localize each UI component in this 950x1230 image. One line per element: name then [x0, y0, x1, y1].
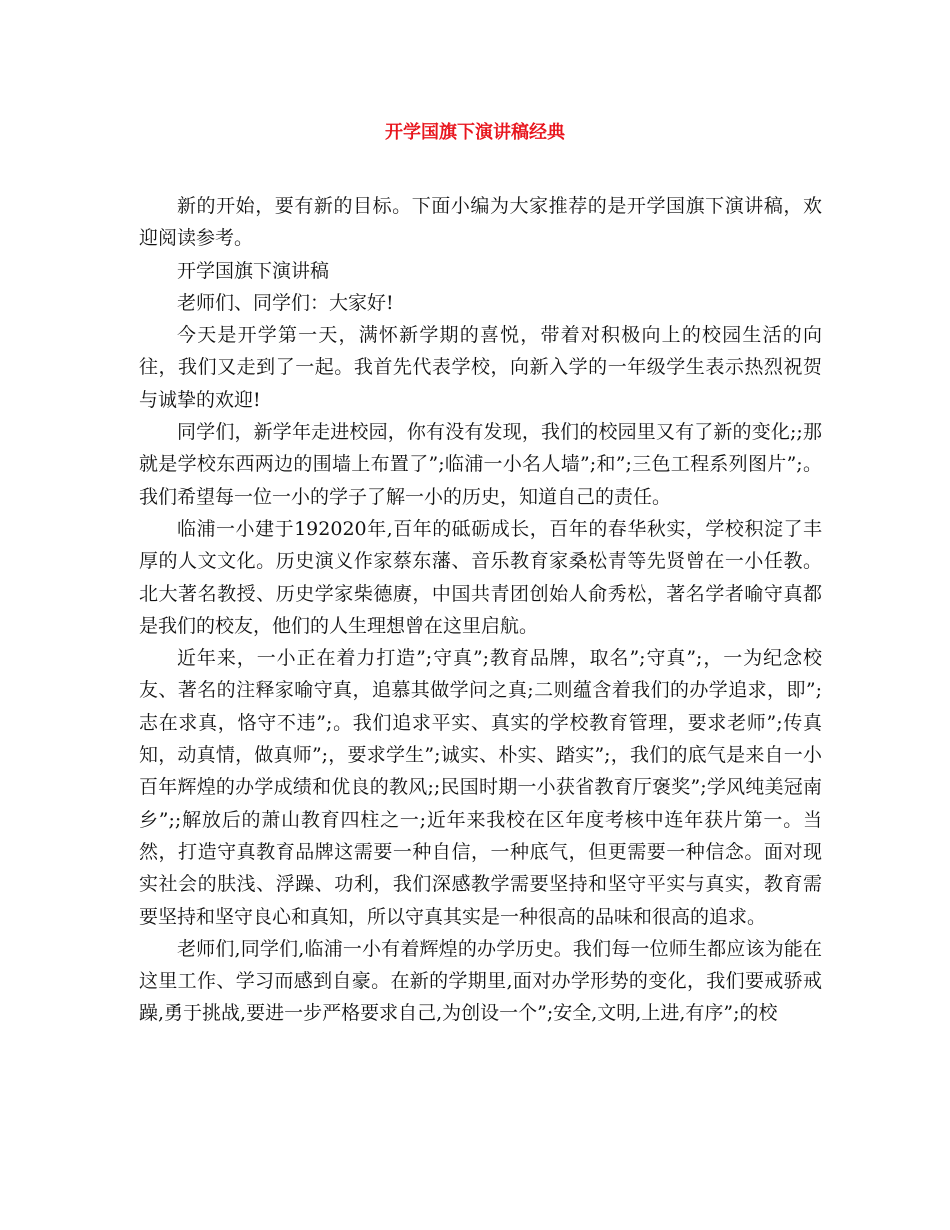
body-paragraph: 同学们，新学年走进校园，你有没有发现，我们的校园里又有了新的变化;;那就是学校东西两边的围墙上布置了”;临浦一小名人墙”;和”;三色工程系列图片”;。我们希望每一位一小的学子了解一小的历史，知道自己的责任。 [139, 421, 822, 508]
body-paragraph: 老师们,同学们,临浦一小有着辉煌的办学历史。我们每一位师生都应该为能在这里工作、学习而感到自豪。在新的学期里,面对办学形势的变化，我们要戒骄戒躁,勇于挑战,要进一步严格要求自己,为创设一个”;安全,文明,上进,有序”;的校 [139, 937, 822, 1025]
body-paragraph: 临浦一小建于192020年,百年的砥砺成长，百年的春华秋实，学校积淀了丰厚的人文文化。历史演义作家蔡东藩、音乐教育家桑松青等先贤曾在一小任教。北大著名教授、历史学家柴德赓，中国共青团创始人俞秀松，著名学者喻守真都是我们的校友，他们的人生理想曾在这里启航。 [139, 517, 822, 637]
body-paragraph: 今天是开学第一天，满怀新学期的喜悦，带着对积极向上的校园生活的向往，我们又走到了一起。我首先代表学校，向新入学的一年级学生表示热烈祝贺与诚挚的欢迎! [139, 324, 822, 411]
document-title: 开学国旗下演讲稿经典 [385, 122, 565, 143]
speech-heading: 开学国旗下演讲稿 [177, 259, 330, 282]
greeting-paragraph: 老师们、同学们：大家好! [177, 291, 394, 314]
body-paragraph: 近年来，一小正在着力打造”;守真”;教育品牌，取名”;守真”;，一为纪念校友、著名的注释家喻守真，追慕其做学问之真;二则蕴含着我们的办学追求，即”;志在求真，恪守不违”;。我们追求平实、真实的学校教育管理，要求老师”;传真知，动真情，做真师”;，要求学生”;诚实、朴实、踏实”;，我们的底气是来自一小百年辉煌的办学成绩和优良的教风;;民国时期一小获省教育厅褒奖”;学风纯美冠南乡”;;解放后的萧山教育四柱之一;近年来我校在区年度考核中连年获片第一。当然，打造守真教育品牌这需要一种自信，一种底气，但更需要一种信念。面对现实社会的肤浅、浮躁、功利，我们深感教学需要坚持和坚守平实与真实，教育需要坚持和坚守良心和真知，所以守真其实是一种很高的品味和很高的追求。 [139, 647, 822, 928]
intro-paragraph: 新的开始，要有新的目标。下面小编为大家推荐的是开学国旗下演讲稿，欢迎阅读参考。 [139, 195, 822, 250]
document-body [139, 190, 822, 1030]
